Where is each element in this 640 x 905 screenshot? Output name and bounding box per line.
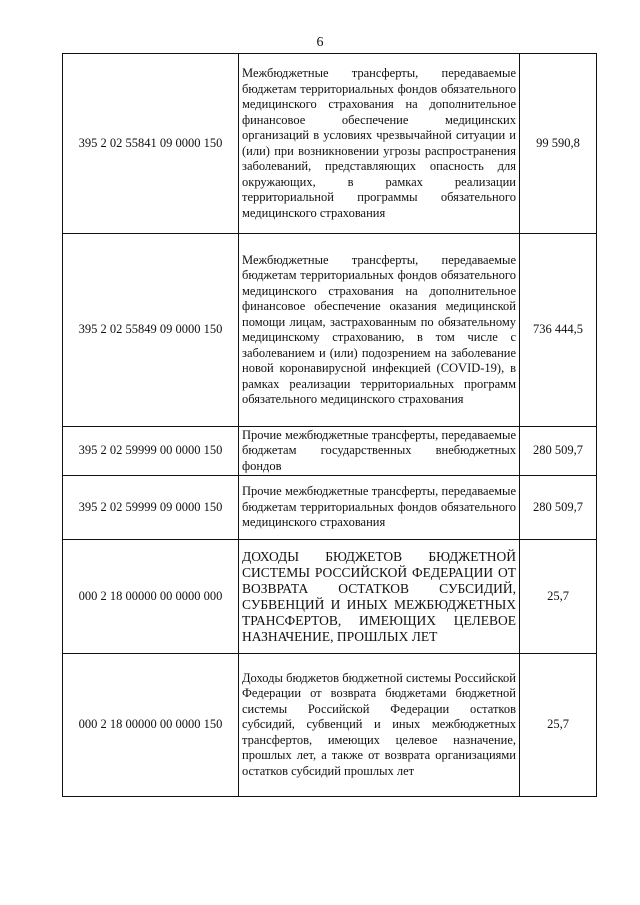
budget-revenue-table bbox=[62, 53, 597, 797]
amount: 25,7 bbox=[520, 540, 597, 654]
table-row bbox=[63, 234, 597, 427]
amount: 99 590,8 bbox=[520, 54, 597, 234]
budget-classification-code: 395 2 02 59999 00 0000 150 bbox=[63, 427, 239, 476]
amount: 25,7 bbox=[520, 654, 597, 797]
amount: 280 509,7 bbox=[520, 427, 597, 476]
budget-classification-code: 000 2 18 00000 00 0000 150 bbox=[63, 654, 239, 797]
table-row bbox=[63, 654, 597, 797]
budget-classification-code: 395 2 02 55841 09 0000 150 bbox=[63, 54, 239, 234]
revenue-name: Межбюджетные трансферты, передаваемые бюджетам территориальных фондов обязательного медицинского страхования на дополнительное финансовое обеспечение медицинских организаций в условиях чрезвычайной ситуации и (или) при возникновении угрозы распространения заболеваний, представляющих опасность для окружающих, в рамках реализации территориальной программы обязательного медицинского страхования bbox=[239, 54, 520, 234]
table-row bbox=[63, 476, 597, 540]
revenue-name: Прочие межбюджетные трансферты, передаваемые бюджетам государственных внебюджетных фондов bbox=[239, 427, 520, 476]
table-row bbox=[63, 427, 597, 476]
table-row bbox=[63, 540, 597, 654]
revenue-name: Доходы бюджетов бюджетной системы Российской Федерации от возврата бюджетами бюджетной системы Российской Федерации остатков субсидий, субвенций и иных межбюджетных трансфертов, имеющих целевое назначение, прошлых лет, а также от возврата организациями остатков субсидий прошлых лет bbox=[239, 654, 520, 797]
revenue-name: Межбюджетные трансферты, передаваемые бюджетам территориальных фондов обязательного медицинского страхования на дополнительное финансовое обеспечение оказания медицинской помощи лицам, застрахованным по обязательному медицинскому страхованию, в том числе с заболеванием и (или) подозрением на заболевание новой коронавирусной инфекцией (COVID-19), в рамках реализации территориальных программ обязательного медицинского страхования bbox=[239, 234, 520, 427]
table-row bbox=[63, 54, 597, 234]
revenue-name: ДОХОДЫ БЮДЖЕТОВ БЮДЖЕТНОЙ СИСТЕМЫ РОССИЙСКОЙ ФЕДЕРАЦИИ ОТ ВОЗВРАТА ОСТАТКОВ СУБСИДИЙ, СУБВЕНЦИЙ И ИНЫХ МЕЖБЮДЖЕТНЫХ ТРАНСФЕРТОВ, ИМЕЮЩИХ ЦЕЛЕВОЕ НАЗНАЧЕНИЕ, ПРОШЛЫХ ЛЕТ bbox=[239, 540, 520, 654]
amount: 736 444,5 bbox=[520, 234, 597, 427]
amount: 280 509,7 bbox=[520, 476, 597, 540]
budget-classification-code: 395 2 02 55849 09 0000 150 bbox=[63, 234, 239, 427]
budget-classification-code: 000 2 18 00000 00 0000 000 bbox=[63, 540, 239, 654]
budget-classification-code: 395 2 02 59999 09 0000 150 bbox=[63, 476, 239, 540]
revenue-name: Прочие межбюджетные трансферты, передаваемые бюджетам территориальных фондов обязательного медицинского страхования bbox=[239, 476, 520, 540]
page-number: 6 bbox=[316, 35, 324, 50]
